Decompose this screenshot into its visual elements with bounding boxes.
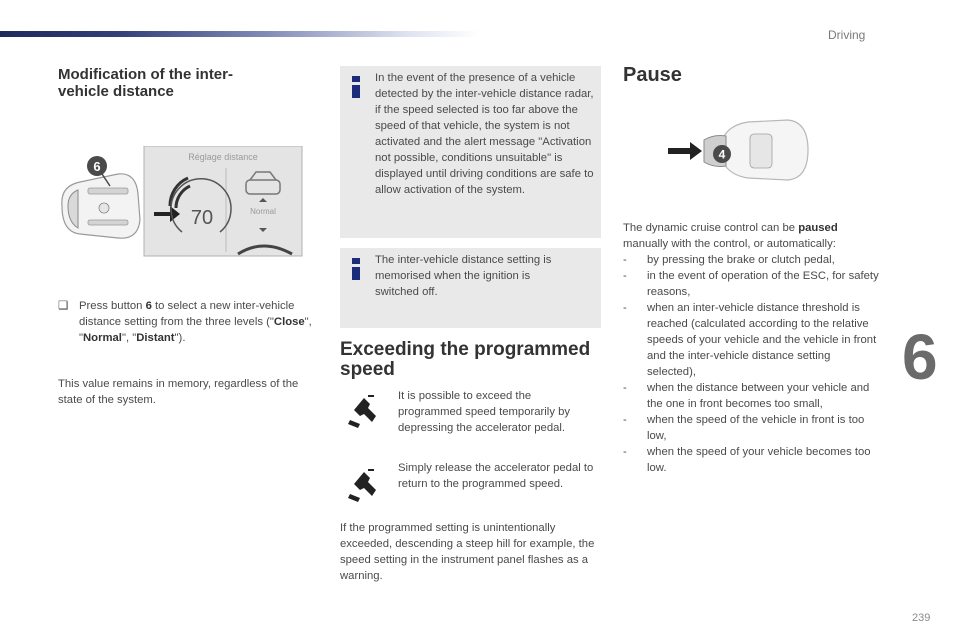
- header-accent-bar: [0, 31, 480, 37]
- exceed-instruction: It is possible to exceed the programmed speed temporarily by depressing the accelerator pedal.: [398, 390, 571, 434]
- info-box-activation: [340, 66, 601, 238]
- checkbox-marker-icon: ❑: [58, 300, 69, 312]
- list-item: - when the speed of the vehicle in front is too low,: [623, 412, 879, 444]
- foot-pedal-icon: [346, 468, 382, 504]
- info-icon: [352, 258, 360, 280]
- foot-pedal-icon: [346, 394, 382, 430]
- release-instruction: Simply release the accelerator pedal to return to the programmed speed.: [398, 462, 594, 490]
- list-item: - when an inter-vehicle distance threshold is reached (calculated according to the relative speeds of your vehicle and the vehicle in front and the inter-vehicle distance setting selected),: [623, 300, 879, 380]
- screen-title: Réglage distance: [188, 152, 258, 162]
- cruise-control-stalk-icon: [668, 110, 810, 190]
- section-title-modification: Modification of the inter- vehicle distance: [58, 66, 233, 100]
- info-activation-text: In the event of the presence of a vehicle detected by the inter-vehicle distance radar, if the speed selected is too far above the speed of that vehicle, the system is not activated and the alert message "Activation not possible, conditions unsuitable" is displayed until driving conditions are safe to allow activation of the system.: [375, 72, 594, 196]
- info-memorised-text: The inter-vehicle distance setting is memorised when the ignition is switched off.: [375, 254, 552, 298]
- distance-setting-value: Normal: [250, 207, 276, 216]
- info-box-memorised: [340, 248, 601, 328]
- list-item: - by pressing the brake or clutch pedal,: [623, 252, 879, 268]
- button-4-badge: 4: [718, 147, 726, 162]
- speed-readout: 70: [190, 207, 214, 229]
- instruction-press-button-6: ❑ Press button 6 to select a new inter-vehicle distance setting from the three levels ("Close", "Normal", "Distant").: [58, 300, 312, 344]
- section-title-pause: Pause: [623, 64, 682, 86]
- page-number: 239: [912, 612, 931, 624]
- pause-conditions-list: [623, 252, 879, 476]
- exceed-warning-note: If the programmed setting is unintentionally exceeded, descending a steep hill for example, the speed setting in the instrument panel flashes as a warning.: [340, 522, 595, 582]
- list-item: - in the event of operation of the ESC, for safety reasons,: [623, 268, 879, 300]
- section-name: Driving: [828, 28, 866, 42]
- button-6-badge: 6: [93, 159, 101, 174]
- memory-note: This value remains in memory, regardless of the state of the system.: [58, 378, 299, 406]
- info-icon: [352, 76, 360, 98]
- chapter-number: 6: [902, 321, 938, 393]
- list-item: - when the distance between your vehicle and the one in front becomes too small,: [623, 380, 879, 412]
- list-item: - when the speed of your vehicle becomes too low.: [623, 444, 879, 476]
- distance-setting-illustration: [58, 146, 304, 258]
- section-title-exceeding: Exceeding the programmed speed: [340, 339, 591, 380]
- pause-description: The dynamic cruise control can be paused manually with the control, or automatically: - by pressing the brake or clutch pedal, - in the event of operation of the ESC, for safety reasons, - when an inter-vehicle distance threshold is reached (calculated according to the relative speeds of your vehicle and the vehicle in front and the inter-vehicle distance setting selected), - when the distance between your vehicle and the one in front becomes too small, - when the speed of the vehicle in front is too low, - when the speed of your vehicle becomes too low.: [623, 220, 879, 476]
